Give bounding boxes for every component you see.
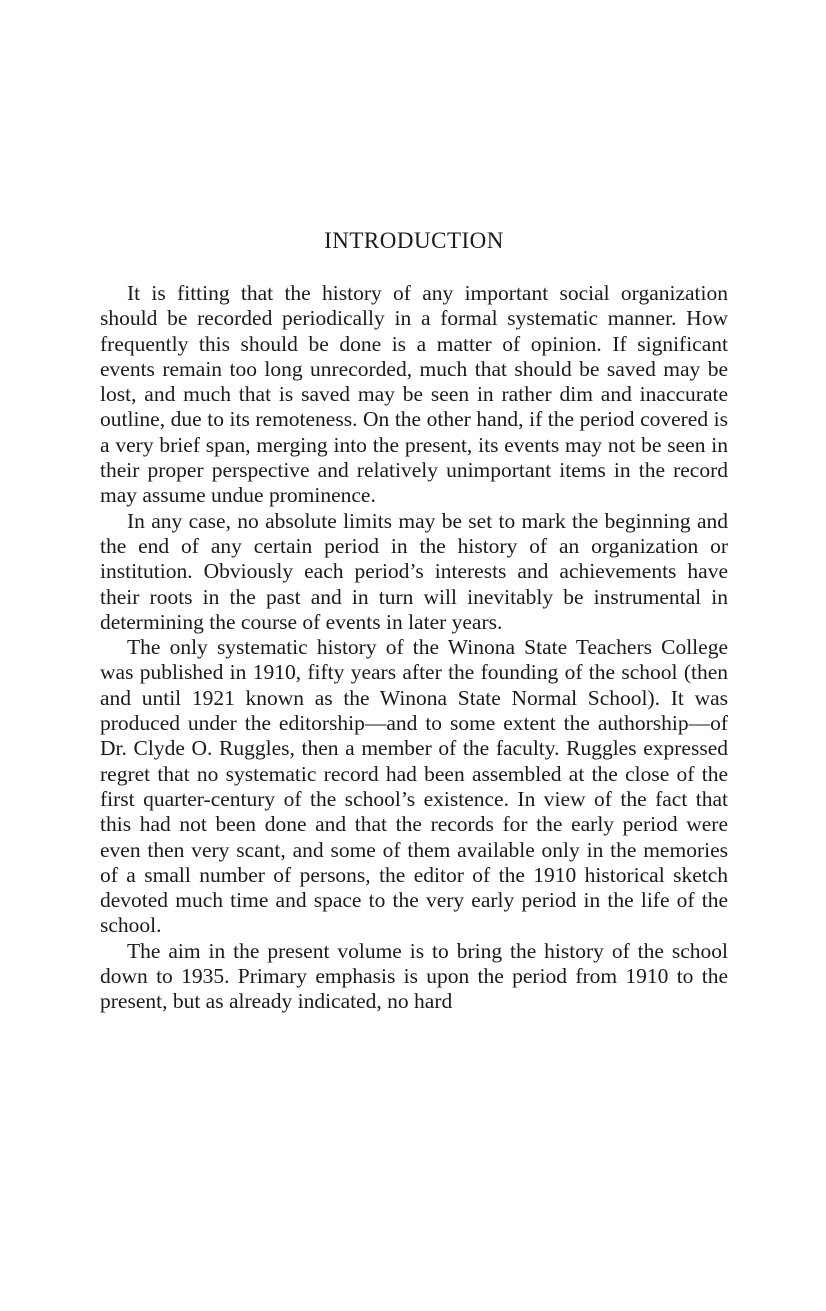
page-title: INTRODUCTION [324, 228, 504, 253]
paragraph-1: It is fitting that the history of any important social organization should be recorded periodically in a formal systematic manner. How frequently this should be done is a matter of opinion. If significant events remain too long unrecorded, much that should be saved may be lost, and much that is saved may be seen in rather dim and inaccurate outline, due to its remoteness. On the other hand, if the period covered is a very brief span, merging into the present, its events may not be seen in their proper perspective and relatively unimportant items in the record may assume undue prominence. [100, 281, 728, 508]
body-text [100, 281, 728, 1015]
page-content [100, 226, 728, 1015]
paragraph-2: In any case, no absolute limits may be set to mark the beginning and the end of any certain period in the history of an organization or institution. Obviously each period’s interests and achievements have their roots in the past and in turn will inevitably be instrumental in determining the course of events in later years. [100, 508, 728, 634]
paragraph-4: The aim in the present volume is to bring the history of the school down to 1935. Primary emphasis is upon the period from 1910 to the present, but as already indicated, no hard [100, 938, 728, 1014]
paragraph-3: The only systematic history of the Winona State Teachers College was published in 1910, fifty years after the founding of the school (then and until 1921 known as the Winona State Normal School). It was produced under the editorship—and to some extent the authorship—of Dr. Clyde O. Ruggles, then a member of the faculty. Ruggles expressed regret that no systematic record had been assembled at the close of the first quarter-century of the school’s existence. In view of the fact that this had not been done and that the records for the early period were even then very scant, and some of them available only in the memories of a small number of persons, the editor of the 1910 historical sketch devoted much time and space to the very early period in the life of the school. [100, 635, 728, 938]
